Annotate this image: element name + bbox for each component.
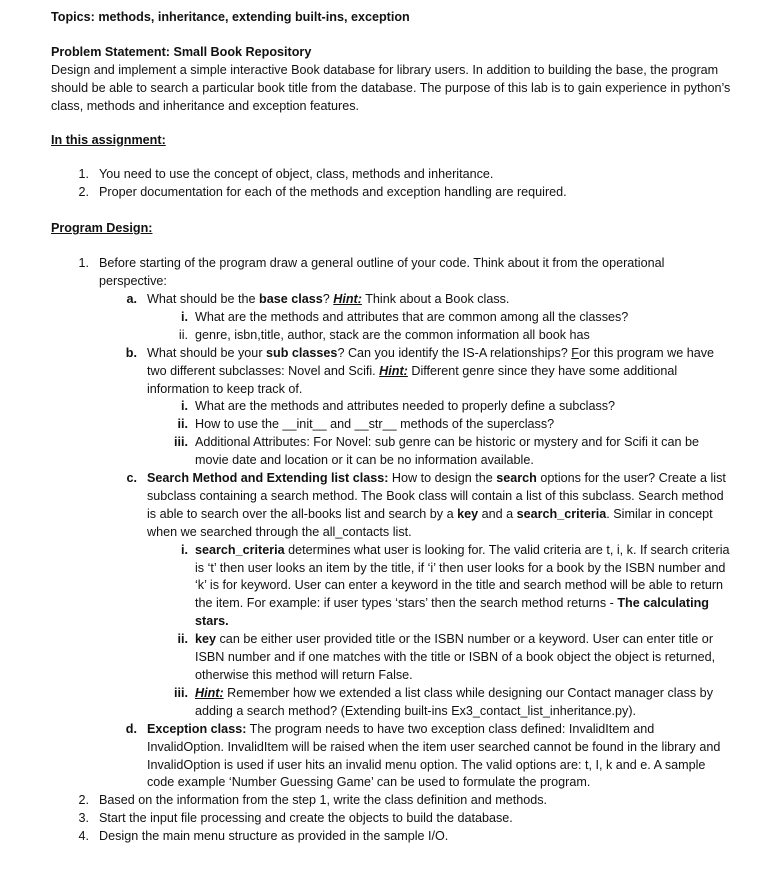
bold-run: sub classes — [266, 345, 338, 360]
list-number: 4. — [78, 829, 89, 844]
sub-item-a-ii — [51, 327, 731, 345]
list-item — [51, 810, 731, 828]
text-run: Think about a Book class. — [361, 291, 510, 306]
list-number: 1. — [78, 256, 89, 271]
list-roman: i. — [181, 309, 188, 324]
list-item-text: Before starting of the program draw a general outline of your code. Think about it from the operational perspective: — [99, 256, 665, 289]
list-roman: i. — [181, 542, 188, 557]
sub-item-a — [51, 291, 731, 345]
bold-run: key — [457, 506, 479, 521]
sub-list — [99, 291, 731, 792]
list-number: 3. — [78, 811, 89, 826]
bold-run: search_criteria — [195, 542, 285, 557]
list-number: 1. — [78, 167, 89, 182]
bold-run: base class — [259, 291, 323, 306]
sub-item-a-i — [51, 309, 731, 327]
sub-item-d — [51, 721, 731, 793]
text-run: What should be your — [147, 345, 267, 360]
problem-statement-text: Design and implement a simple interactive Book database for library users. In addition to building the base, the program should be able to search a particular book title from the database. The purpose of this lab is to gain experience in python’s class, methods and inheritance and exception features. — [51, 62, 731, 113]
sub-item-c-iii — [51, 685, 731, 721]
list-item — [51, 828, 731, 846]
hint-label: Hint: — [195, 685, 224, 700]
list-item-text: You need to use the concept of object, class, methods and inheritance. — [99, 167, 494, 182]
document-page — [51, 6, 731, 846]
list-item — [51, 166, 731, 184]
text-run: options for the user? Create a list subclass containing a search method. The Book class will contain a list of this subclass. Search method is able to search over the all-books list and search by a — [147, 471, 726, 521]
text-run: ? Can you identify the IS-A relationships? — [337, 345, 572, 360]
program-design-heading: Program Design: — [51, 221, 153, 236]
bold-run: search — [496, 471, 537, 486]
text-run: can be either user provided title or the ISBN number or a keyword. User can enter title or ISBN number and if one matches with the title or ISBN of a book object the object is returned, otherwise this method will return False. — [195, 632, 716, 682]
text-run: . Similar in concept when we searched through the all_contacts list. — [147, 506, 713, 539]
text-run: ? — [322, 291, 334, 306]
underlined-run: F — [571, 345, 579, 360]
list-item-text: Based on the information from the step 1, write the class definition and methods. — [99, 793, 548, 808]
sub-item-c — [51, 470, 731, 721]
bold-run: Search Method and Extending list class: — [147, 471, 389, 486]
sub-sub-list — [147, 309, 731, 345]
text-run: How to design the — [388, 471, 497, 486]
sub-item-b — [51, 345, 731, 470]
list-roman: ii. — [177, 632, 188, 647]
list-roman: i. — [181, 399, 188, 414]
sub-item-b-iii — [51, 434, 731, 470]
list-item — [51, 255, 731, 792]
list-item — [51, 184, 731, 202]
list-item-text: How to use the __init__ and __str__ methods of the superclass? — [195, 417, 555, 432]
hint-label: Hint: — [333, 291, 362, 306]
topics-heading: Topics: methods, inheritance, extending built-ins, exception — [51, 10, 410, 24]
sub-sub-list — [147, 542, 731, 721]
list-item — [51, 792, 731, 810]
text-run: What should be the — [147, 291, 260, 306]
bold-run: search_criteria — [516, 506, 607, 521]
assignment-list — [51, 166, 731, 202]
problem-statement-title: Problem Statement: Small Book Repository — [51, 44, 312, 59]
list-roman: ii. — [177, 417, 188, 432]
list-number: 2. — [78, 793, 89, 808]
sub-item-b-i — [51, 398, 731, 416]
text-run: The program needs to have two exception class defined: InvalidItem and InvalidOption. InvalidItem will be raised when the item user searched cannot be found in the library and InvalidOption is used if user hits an invalid menu option. The valid options are: t, I, k and e. A sample code example ‘Number Guessing Game’ can be used to formulate the program. — [147, 721, 721, 790]
list-number: 2. — [78, 185, 89, 200]
bold-run: Exception class: — [147, 721, 247, 736]
list-letter: c. — [126, 471, 137, 486]
list-item-text: Additional Attributes: For Novel: sub genre can be historic or mystery and for Scifi it can be movie date and location or it can be no information available. — [195, 435, 699, 468]
assignment-heading: In this assignment: — [51, 132, 166, 147]
list-letter: b. — [125, 345, 137, 360]
sub-item-c-i — [51, 542, 731, 632]
list-item-text: Proper documentation for each of the methods and exception handling are required. — [99, 185, 567, 200]
text-run: Different genre since they have some additional information to keep track of. — [147, 363, 678, 396]
list-item-text: What are the methods and attributes that are common among all the classes? — [195, 309, 629, 324]
list-roman: iii. — [174, 435, 188, 450]
text-run: Remember how we extended a list class while designing our Contact manager class by adding a search method? (Extending built-ins Ex3_contact_list_inheritance.py). — [195, 685, 713, 718]
list-item-text: Design the main menu structure as provided in the sample I/O. — [99, 829, 449, 844]
bold-run: key — [195, 632, 217, 647]
list-roman: iii. — [174, 685, 188, 700]
list-letter: a. — [126, 291, 137, 306]
text-run: and a — [478, 506, 517, 521]
hint-label: Hint: — [379, 363, 408, 378]
sub-item-c-ii — [51, 631, 731, 685]
text-run: determines what user is looking for. The valid criteria are t, i, k. If search criteria is ‘t’ then user looks an item by the title, if ‘i’ then user looks for a book by the ISBN number and ‘k’ is for keyword. User can enter a keyword in the title and search method will be able to return the item. For example: if user types ‘stars’ then the search method returns - — [195, 542, 730, 611]
sub-sub-list — [147, 398, 731, 470]
list-roman: ii. — [178, 327, 188, 342]
list-letter: d. — [125, 721, 137, 736]
sub-item-b-ii — [51, 416, 731, 434]
list-item-text: genre, isbn,title, author, stack are the common information all book has — [195, 327, 590, 342]
bold-run: The calculating stars. — [195, 596, 709, 629]
text-run: or this program we have two different subclasses: Novel and Scifi. — [147, 345, 715, 378]
list-item-text: What are the methods and attributes needed to properly define a subclass? — [195, 399, 616, 414]
program-design-list — [51, 255, 731, 846]
list-item-text: Start the input file processing and create the objects to build the database. — [99, 811, 513, 826]
